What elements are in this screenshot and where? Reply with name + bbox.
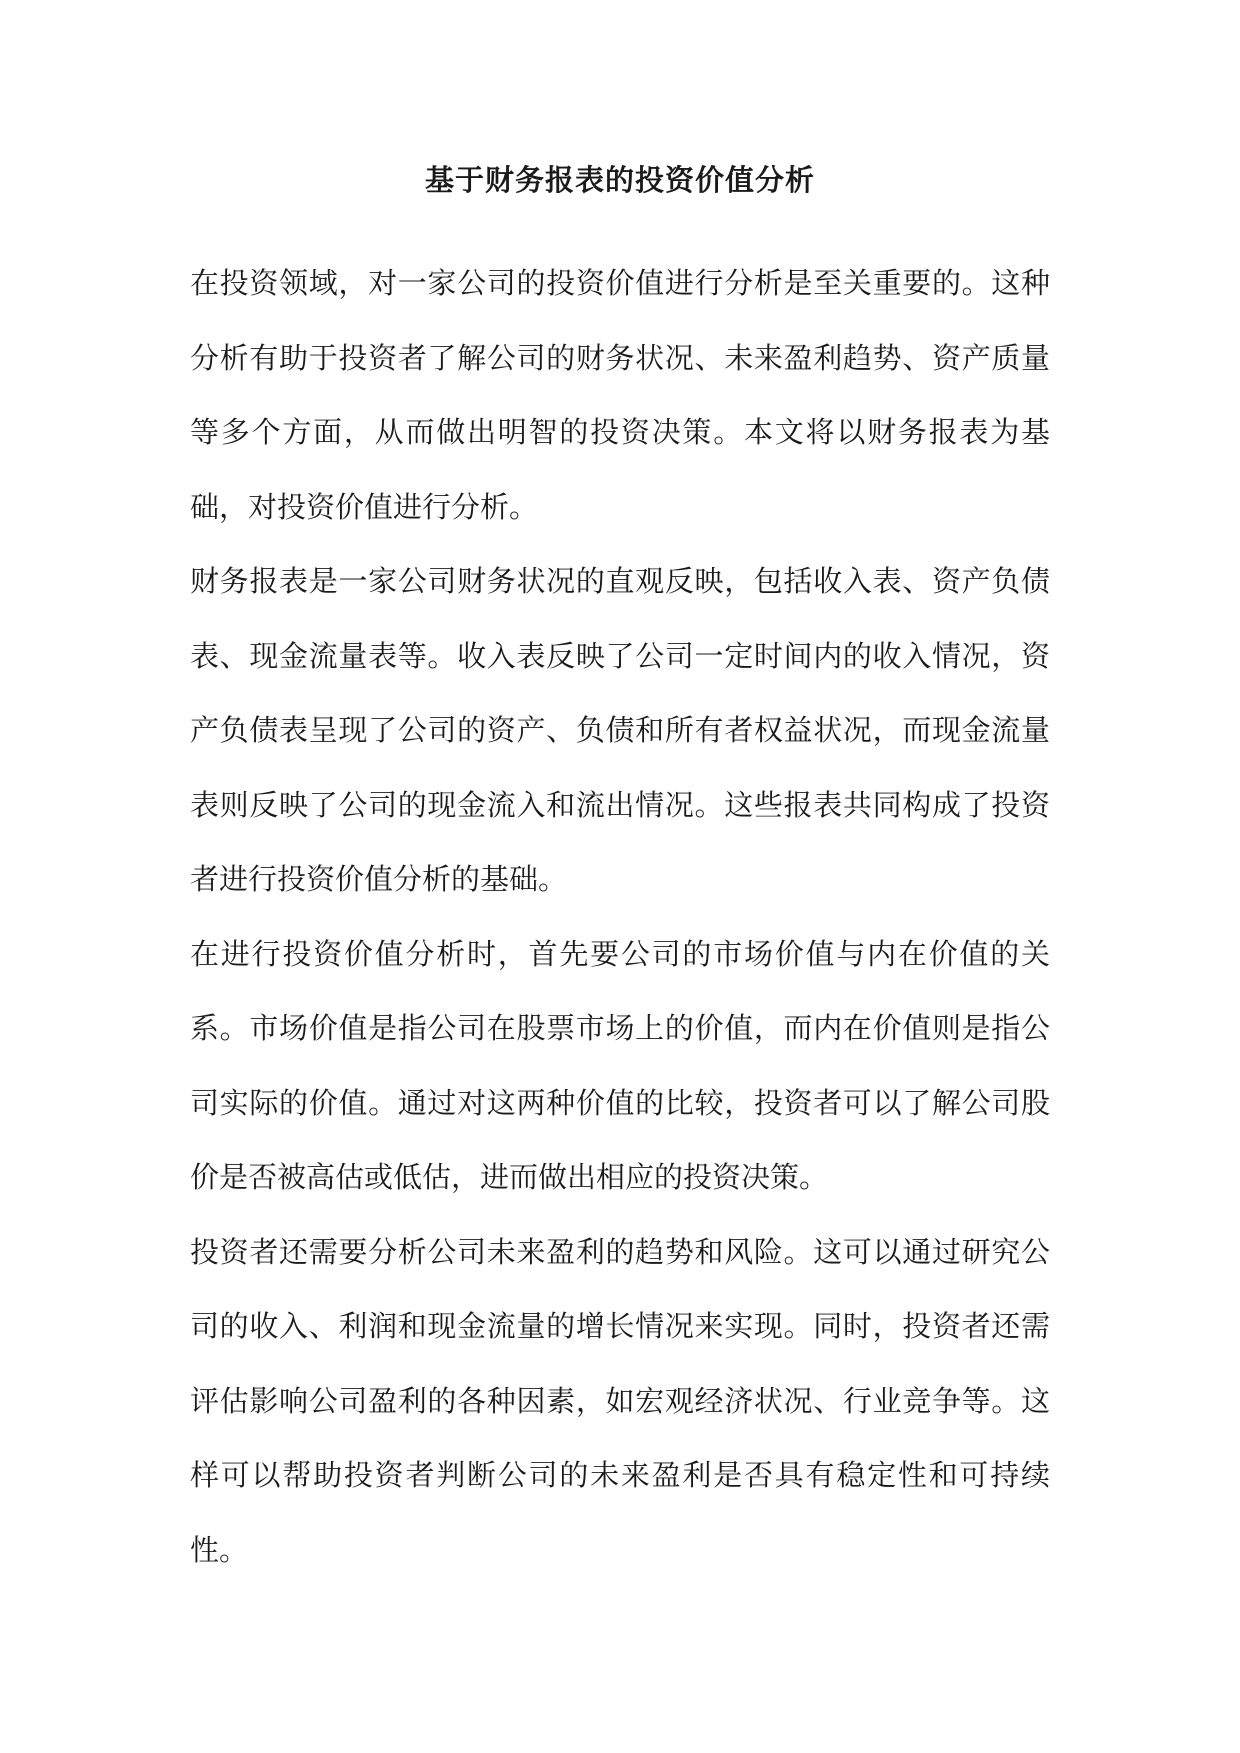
document-body: [190, 246, 1050, 1587]
paragraph-market-vs-intrinsic-value: 在进行投资价值分析时，首先要公司的市场价值与内在价值的关系。市场价值是指公司在股票市场上的价值，而内在价值则是指公司实际的价值。通过对这两种价值的比较，投资者可以了解公司股价是否被高估或低估，进而做出相应的投资决策。: [190, 936, 1050, 1194]
paragraph-financial-statements: 财务报表是一家公司财务状况的直观反映，包括收入表、资产负债表、现金流量表等。收入表反映了公司一定时间内的收入情况，资产负债表呈现了公司的资产、负债和所有者权益状况，而现金流量表则反映了公司的现金流入和流出情况。这些报表共同构成了投资者进行投资价值分析的基础。: [190, 564, 1050, 896]
paragraph-intro: 在投资领域，对一家公司的投资价值进行分析是至关重要的。这种分析有助于投资者了解公司的财务状况、未来盈利趋势、资产质量等多个方面，从而做出明智的投资决策。本文将以财务报表为基础，对投资价值进行分析。: [190, 266, 1050, 524]
document-title: 基于财务报表的投资价值分析: [424, 163, 815, 197]
paragraph-future-earnings: 投资者还需要分析公司未来盈利的趋势和风险。这可以通过研究公司的收入、利润和现金流量的增长情况来实现。同时，投资者还需评估影响公司盈利的各种因素，如宏观经济状况、行业竞争等。这样可以帮助投资者判断公司的未来盈利是否具有稳定性和可持续性。: [190, 1234, 1050, 1567]
